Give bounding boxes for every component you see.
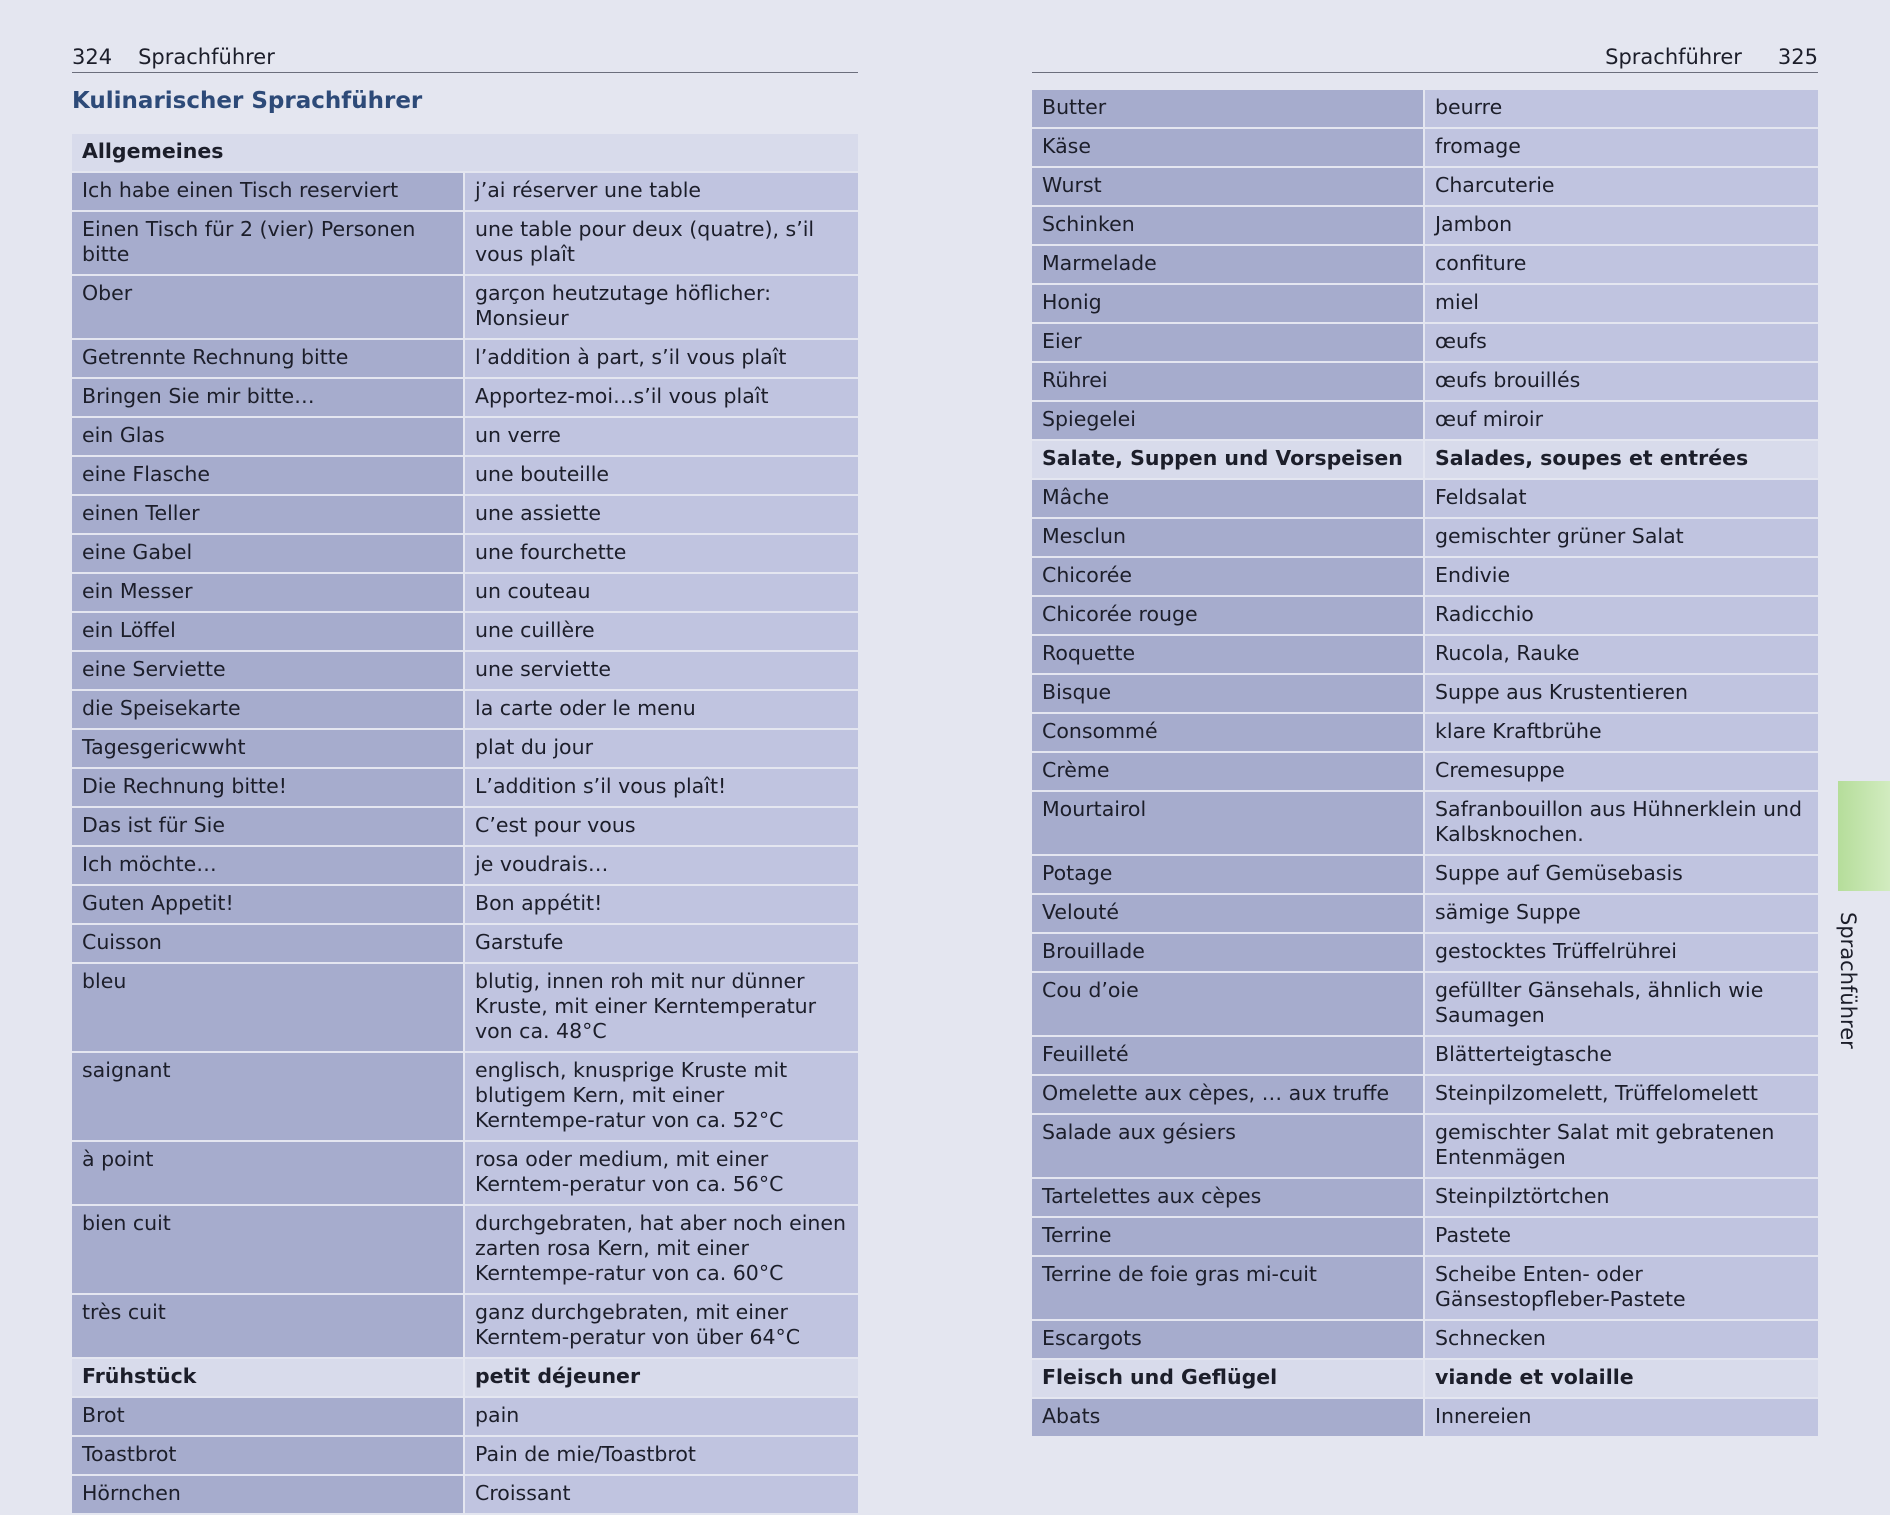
french-term: Garstufe [465, 925, 858, 962]
german-term: Marmelade [1032, 246, 1425, 283]
german-term: eine Flasche [72, 457, 465, 494]
table-row [1032, 519, 1818, 558]
table-row [1032, 558, 1818, 597]
french-term: j’ai réserver une table [465, 173, 858, 210]
left-page [72, 0, 858, 1505]
german-term: Terrine de foie gras mi-cuit [1032, 1257, 1425, 1319]
category-french: viande et volaille [1425, 1360, 1818, 1397]
german-term: Mesclun [1032, 519, 1425, 556]
table-row [72, 1206, 858, 1295]
french-term: une assiette [465, 496, 858, 533]
german-term: Bringen Sie mir bitte… [72, 379, 465, 416]
french-term: gemischter grüner Salat [1425, 519, 1818, 556]
french-term: Apportez-moi…s’il vous plaît [465, 379, 858, 416]
german-term: Schinken [1032, 207, 1425, 244]
table-row [1032, 480, 1818, 519]
french-term: œuf miroir [1425, 402, 1818, 439]
german-term: Butter [1032, 90, 1425, 127]
table-row [72, 964, 858, 1053]
table-row [72, 1142, 858, 1206]
german-term: Roquette [1032, 636, 1425, 673]
german-term: Escargots [1032, 1321, 1425, 1358]
table-row [1032, 895, 1818, 934]
category-header-row [1032, 441, 1818, 480]
german-term: eine Gabel [72, 535, 465, 572]
french-term: l’addition à part, s’il vous plaît [465, 340, 858, 377]
category-french: petit déjeuner [465, 1359, 858, 1396]
french-term: œufs brouillés [1425, 363, 1818, 400]
german-term: Ich möchte… [72, 847, 465, 884]
category-german: Salate, Suppen und Vorspeisen [1032, 441, 1425, 478]
table-row [72, 925, 858, 964]
table-row [1032, 246, 1818, 285]
table-row [1032, 792, 1818, 856]
table-row [72, 769, 858, 808]
french-term: gestocktes Trüffelrührei [1425, 934, 1818, 971]
table-row [1032, 168, 1818, 207]
german-term: Honig [1032, 285, 1425, 322]
right-page [1032, 0, 1818, 1496]
german-term: Rühreі [1032, 363, 1425, 400]
german-term: Ober [72, 276, 465, 338]
german-term: saignant [72, 1053, 465, 1140]
category-german: Allgemeines [72, 134, 858, 171]
table-row [1032, 714, 1818, 753]
french-term: blutig, innen roh mit nur dünner Kruste, mit einer Kerntemperatur von ca. 48°C [465, 964, 858, 1051]
german-term: Das ist für Sie [72, 808, 465, 845]
french-term: Endivie [1425, 558, 1818, 595]
german-term: Getrennte Rechnung bitte [72, 340, 465, 377]
page-number-left: 324 [72, 45, 113, 69]
german-term: à point [72, 1142, 465, 1204]
french-term: klare Kraftbrühe [1425, 714, 1818, 751]
table-row [1032, 1076, 1818, 1115]
german-term: Eier [1032, 324, 1425, 361]
french-term: confiture [1425, 246, 1818, 283]
table-row [1032, 1218, 1818, 1257]
german-term: bien cuit [72, 1206, 465, 1293]
table-row [1032, 285, 1818, 324]
table-row [1032, 129, 1818, 168]
french-term: plat du jour [465, 730, 858, 767]
french-term: Safranbouillon aus Hühnerklein und Kalbsknochen. [1425, 792, 1818, 854]
german-term: Feuilleté [1032, 1037, 1425, 1074]
french-term: Croissant [465, 1476, 858, 1513]
german-term: Terrine [1032, 1218, 1425, 1255]
german-term: Cou d’oie [1032, 973, 1425, 1035]
chapter-tab-marker [1838, 781, 1890, 891]
french-term: œufs [1425, 324, 1818, 361]
french-term: Scheibe Enten- oder Gänsestopfleber-Pastete [1425, 1257, 1818, 1319]
french-term: une cuillère [465, 613, 858, 650]
table-row [72, 808, 858, 847]
french-term: fromage [1425, 129, 1818, 166]
french-term: Charcuterie [1425, 168, 1818, 205]
table-row [1032, 1115, 1818, 1179]
french-term: sämige Suppe [1425, 895, 1818, 932]
table-row [72, 276, 858, 340]
french-term: englisch, knusprige Kruste mit blutigem Kern, mit einer Kerntempe-ratur von ca. 52°C [465, 1053, 858, 1140]
german-term: Chicorée [1032, 558, 1425, 595]
german-term: Einen Tisch für 2 (vier) Personen bitte [72, 212, 465, 274]
table-row [72, 418, 858, 457]
french-term: L’addition s’il vous plaît! [465, 769, 858, 806]
table-row [72, 691, 858, 730]
table-row [1032, 597, 1818, 636]
table-row [72, 379, 858, 418]
german-term: Die Rechnung bitte! [72, 769, 465, 806]
french-term: pain [465, 1398, 858, 1435]
german-term: Tagesgericwwht [72, 730, 465, 767]
french-term: une bouteille [465, 457, 858, 494]
german-term: einen Teller [72, 496, 465, 533]
german-term: Abats [1032, 1399, 1425, 1436]
vocabulary-table-left [72, 134, 858, 1515]
running-head-title-right: Sprachführer [1605, 45, 1742, 69]
table-row [72, 1295, 858, 1359]
german-term: Bisque [1032, 675, 1425, 712]
side-tab-label-text: Sprachführer [1836, 912, 1860, 1049]
table-row [72, 730, 858, 769]
table-row [72, 1398, 858, 1437]
french-term: une fourchette [465, 535, 858, 572]
german-term: Consommé [1032, 714, 1425, 751]
french-term: Steinpilzomelett, Trüffelomelett [1425, 1076, 1818, 1113]
french-term: la carte oder le menu [465, 691, 858, 728]
table-row [1032, 973, 1818, 1037]
german-term: Käse [1032, 129, 1425, 166]
german-term: Hörnchen [72, 1476, 465, 1513]
section-title: Kulinarischer Sprachführer [72, 88, 423, 114]
french-term: C’est pour vous [465, 808, 858, 845]
category-french: Salades, soupes et entrées [1425, 441, 1818, 478]
german-term: Chicorée rouge [1032, 597, 1425, 634]
category-header-row [72, 134, 858, 173]
french-term: garçon heutzutage höflicher: Monsieur [465, 276, 858, 338]
french-term: Suppe auf Gemüsebasis [1425, 856, 1818, 893]
table-row [72, 457, 858, 496]
german-term: die Speisekarte [72, 691, 465, 728]
side-tab-label [1830, 912, 1866, 1049]
french-term: Rucola, Rauke [1425, 636, 1818, 673]
german-term: ein Löffel [72, 613, 465, 650]
running-head-left [72, 42, 858, 73]
table-row [1032, 1321, 1818, 1360]
table-row [1032, 1037, 1818, 1076]
french-term: une table pour deux (quatre), s’il vous plaît [465, 212, 858, 274]
category-header-row [72, 1359, 858, 1398]
german-term: Tartelettes aux cèpes [1032, 1179, 1425, 1216]
vocabulary-table-right [1032, 90, 1818, 1438]
table-row [1032, 1257, 1818, 1321]
french-term: un couteau [465, 574, 858, 611]
french-term: je voudrais… [465, 847, 858, 884]
german-term: Mourtairol [1032, 792, 1425, 854]
table-row [1032, 90, 1818, 129]
french-term: Schnecken [1425, 1321, 1818, 1358]
german-term: Brouillade [1032, 934, 1425, 971]
french-term: Jambon [1425, 207, 1818, 244]
french-term: beurre [1425, 90, 1818, 127]
table-row [1032, 753, 1818, 792]
french-term: Cremesuppe [1425, 753, 1818, 790]
table-row [1032, 1399, 1818, 1438]
german-term: très cuit [72, 1295, 465, 1357]
german-term: Potage [1032, 856, 1425, 893]
german-term: Salade aux gésiers [1032, 1115, 1425, 1177]
french-term: durchgebraten, hat aber noch einen zarten rosa Kern, mit einer Kerntempe-ratur von ca. 60°C [465, 1206, 858, 1293]
german-term: Velouté [1032, 895, 1425, 932]
german-term: Mâche [1032, 480, 1425, 517]
german-term: Omelette aux cèpes, … aux truffe [1032, 1076, 1425, 1113]
table-row [1032, 636, 1818, 675]
french-term: une serviette [465, 652, 858, 689]
french-term: Suppe aus Krustentieren [1425, 675, 1818, 712]
french-term: Pain de mie/Toastbrot [465, 1437, 858, 1474]
german-term: Toastbrot [72, 1437, 465, 1474]
french-term: Bon appétit! [465, 886, 858, 923]
table-row [72, 173, 858, 212]
german-term: Guten Appetit! [72, 886, 465, 923]
french-term: ganz durchgebraten, mit einer Kerntem-peratur von über 64°C [465, 1295, 858, 1357]
category-german: Frühstück [72, 1359, 465, 1396]
table-row [1032, 856, 1818, 895]
table-row [72, 847, 858, 886]
french-term: Pastete [1425, 1218, 1818, 1255]
french-term: gemischter Salat mit gebratenen Entenmägen [1425, 1115, 1818, 1177]
page-number-right: 325 [1777, 45, 1818, 69]
table-row [72, 535, 858, 574]
table-row [1032, 934, 1818, 973]
french-term: Blätterteigtasche [1425, 1037, 1818, 1074]
french-term: gefüllter Gänsehals, ähnlich wie Saumagen [1425, 973, 1818, 1035]
table-row [72, 340, 858, 379]
running-head-title-left: Sprachführer [138, 45, 275, 69]
german-term: ein Messer [72, 574, 465, 611]
german-term: Wurst [1032, 168, 1425, 205]
french-term: un verre [465, 418, 858, 455]
table-row [72, 574, 858, 613]
table-row [72, 212, 858, 276]
french-term: Steinpilztörtchen [1425, 1179, 1818, 1216]
french-term: Feldsalat [1425, 480, 1818, 517]
category-header-row [1032, 1360, 1818, 1399]
table-row [72, 613, 858, 652]
table-row [1032, 1179, 1818, 1218]
french-term: Innereien [1425, 1399, 1818, 1436]
table-row [1032, 324, 1818, 363]
table-row [72, 1437, 858, 1476]
table-row [1032, 207, 1818, 246]
german-term: eine Serviette [72, 652, 465, 689]
german-term: bleu [72, 964, 465, 1051]
table-row [72, 496, 858, 535]
table-row [72, 652, 858, 691]
german-term: Cuisson [72, 925, 465, 962]
french-term: rosa oder medium, mit einer Kerntem-peratur von ca. 56°C [465, 1142, 858, 1204]
category-german: Fleisch und Geflügel [1032, 1360, 1425, 1397]
german-term: ein Glas [72, 418, 465, 455]
french-term: miel [1425, 285, 1818, 322]
table-row [72, 1053, 858, 1142]
table-row [1032, 402, 1818, 441]
french-term: Radicchio [1425, 597, 1818, 634]
german-term: Brot [72, 1398, 465, 1435]
table-row [72, 886, 858, 925]
german-term: Spiegelei [1032, 402, 1425, 439]
german-term: Crème [1032, 753, 1425, 790]
table-row [1032, 675, 1818, 714]
table-row [1032, 363, 1818, 402]
running-head-right [1032, 42, 1818, 73]
german-term: Ich habe einen Tisch reserviert [72, 173, 465, 210]
